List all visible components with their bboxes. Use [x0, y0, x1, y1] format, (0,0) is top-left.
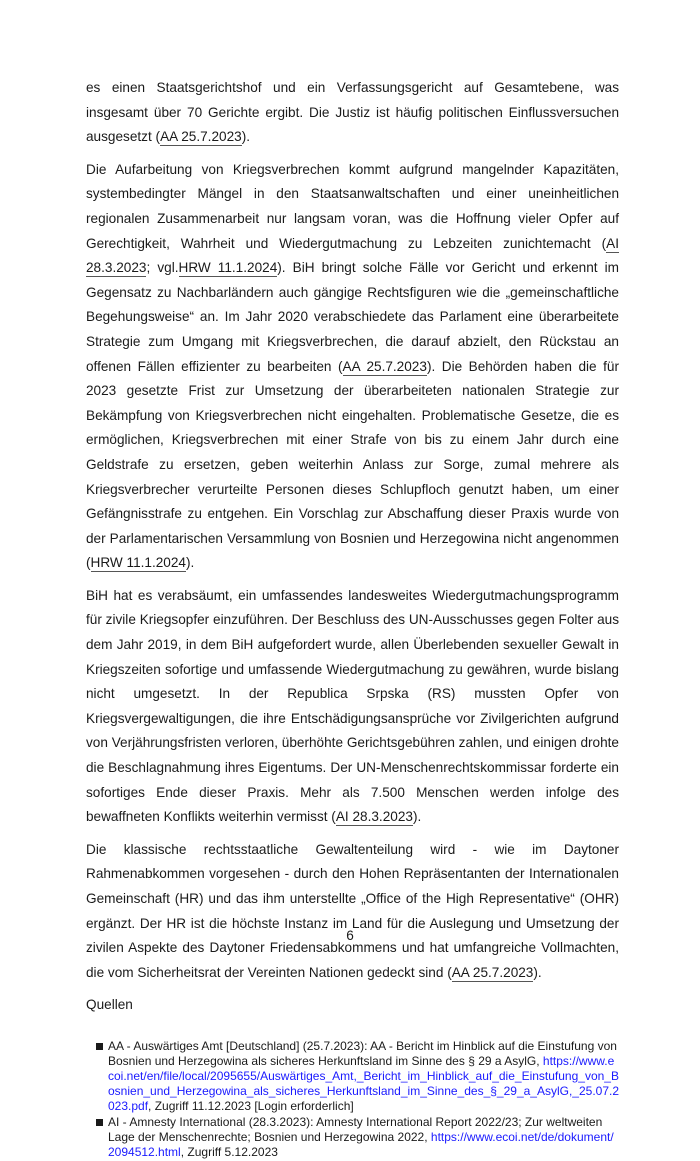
paragraph-text: Die klassische rechtsstaatliche Gewaltenteilung wird - wie im Daytoner Rahmenabkommen vorgesehen - durch den Hohen Repräsentanten der Internationalen Gemeinschaft (HR) und das ihm unterstellte „Office of the High Representative“ (OHR) ergänzt. Der HR ist die höchste Instanz im Land für die Auslegung und Umsetzung der zivilen Aspekte des Daytoner Friedensabkommens und hat umfangreiche Vollmachten, die vom Sicherheitsrat der Vereinten Nationen gedeckt sind (: [86, 841, 619, 980]
paragraph-text: Die Aufarbeitung von Kriegsverbrechen kommt aufgrund mangelnder Kapazitäten, systembedingter Mängel in den Staatsanwaltschaften und einer uneinheitlichen regionalen Zusammenarbeit nur langsam voran, was die Hoffnung vieler Opfer auf Gerechtigkeit, Wahrheit und Wiedergutmachung zu Lebzeiten zunichtemacht (: [86, 161, 619, 251]
citation-link[interactable]: AA 25.7.2023: [160, 129, 242, 145]
paragraph-text: ).: [186, 555, 195, 571]
square-bullet-icon: [96, 1043, 103, 1050]
source-access: , Zugriff 5.12.2023: [180, 1145, 278, 1160]
paragraph-text: ). Die Behörden haben die für 2023 gesetzte Frist zur Umsetzung der überarbeiteten nationalen Strategie zur Bekämpfung von Kriegsverbrechen nicht eingehalten. Problematische Gesetze, die es ermöglichen, Kriegsverbrechen mit einer Strafe von bis zu einem Jahr durch eine Geldstrafe zu ersetzen, geben weiterhin Anlass zur Sorge, zumal mehrere als Kriegsverbrecher verurteilte Personen dieses Schlupfloch genutzt haben, um einer Gefängnisstrafe zu entgehen. Ein Vorschlag zur Abschaffung dieser Praxis wurde von der Parlamentarischen Versammlung von Bosnien und Herzegowina nicht angenommen (: [86, 358, 619, 571]
paragraph-text: es einen Staatsgerichtshof und ein Verfassungsgericht auf Gesamtebene, was insgesamt über 70 Gerichte ergibt. Die Justiz ist häufig politischen Einflussversuchen ausgesetzt (: [86, 80, 619, 145]
paragraph: [86, 76, 619, 150]
paragraph-text: BiH hat es verabsäumt, ein umfassendes landesweites Wiedergutmachungsprogramm für zivile Kriegsopfer einzuführen. Der Beschluss des UN-Ausschusses gegen Folter aus dem Jahr 2019, in dem BiH aufgefordert wurde, allen Überlebenden sexueller Gewalt in Kriegszeiten sofortige und umfassende Wiedergutmachung zu gewähren, wurde bislang nicht umgesetzt. In der Republica Srpska (RS) mussten Opfer von Kriegsvergewaltigungen, die ihre Entschädigungsansprüche vor Zivilgerichten aufgrund von Verjährungsfristen verloren, überhöhte Gerichtsgebühren zahlen, und einigen drohte die Beschlagnahmung ihres Eigentums. Der UN-Menschenrechtskommissar forderte ein sofortiges Ende dieser Praxis. Mehr als 7.500 Menschen werden infolge des bewaffneten Konflikts weiterhin vermisst (: [86, 587, 619, 825]
citation-link[interactable]: HRW 11.1.2024: [178, 260, 278, 276]
paragraph-text: ; vgl.: [146, 260, 179, 276]
source-text: AA - Auswärtiges Amt [Deutschland] (25.7.2023): AA - Bericht im Hinblick auf die Einstufung von Bosnien und Herzegowina als sicheres Herkunftsland im Sinne des § 29 a AsylG,: [108, 1039, 617, 1069]
body-text: [86, 76, 619, 985]
source-link[interactable]: https://www.ecoi.net/de/dokument/2094512.html: [108, 1130, 614, 1160]
source-item-ai: [96, 1115, 619, 1160]
paragraph-text: ).: [241, 129, 251, 145]
citation-link[interactable]: AI 28.3.2023: [335, 809, 413, 825]
citation-link[interactable]: AA 25.7.2023: [451, 964, 534, 980]
square-bullet-icon: [96, 1119, 103, 1126]
citation-link[interactable]: AI 28.3.2023: [86, 235, 619, 276]
paragraph-text: ).: [533, 964, 542, 980]
paragraph: [86, 158, 619, 576]
source-item-aa: [96, 1039, 619, 1114]
document-page: [86, 76, 619, 1161]
source-access: , Zugriff 11.12.2023 [Login erforderlich]: [148, 1099, 354, 1114]
citation-link[interactable]: AA 25.7.2023: [342, 358, 427, 374]
paragraph: [86, 838, 619, 986]
citation-link[interactable]: HRW 11.1.2024: [90, 555, 186, 571]
page-number: 6: [346, 928, 354, 943]
paragraph: [86, 584, 619, 830]
sources-heading: Quellen: [86, 997, 133, 1013]
paragraph-text: ).: [412, 809, 422, 825]
source-link[interactable]: https://www.ecoi.net/en/file/local/2095655/Auswärtiges_Amt,_Bericht_im_Hinblick_auf_die_Einstufung_von_Bosnien_und_Herzegowina_als_sicheres_Herkunftsland_im_Sinne_des_§_29_a_AsylG,_25.07.2023.pdf: [108, 1054, 620, 1114]
source-text: AI - Amnesty International (28.3.2023): Amnesty International Report 2022/23; Zur weltweiten Lage der Menschenrechte; Bosnien und Herzegowina 2022,: [108, 1115, 603, 1145]
sources-list: [86, 1039, 619, 1160]
paragraph-text: ). BiH bringt solche Fälle vor Gericht und erkennt im Gegensatz zu Nachbarländern auch gängige Rechtsfiguren wie die „gemeinschaftliche Begehungsweise“ an. Im Jahr 2020 verabschiedete das Parlament eine überarbeitete Strategie zum Umgang mit Kriegsverbrechen, die darauf abzielt, den Rückstau an offenen Fällen effizienter zu bearbeiten (: [86, 260, 619, 374]
